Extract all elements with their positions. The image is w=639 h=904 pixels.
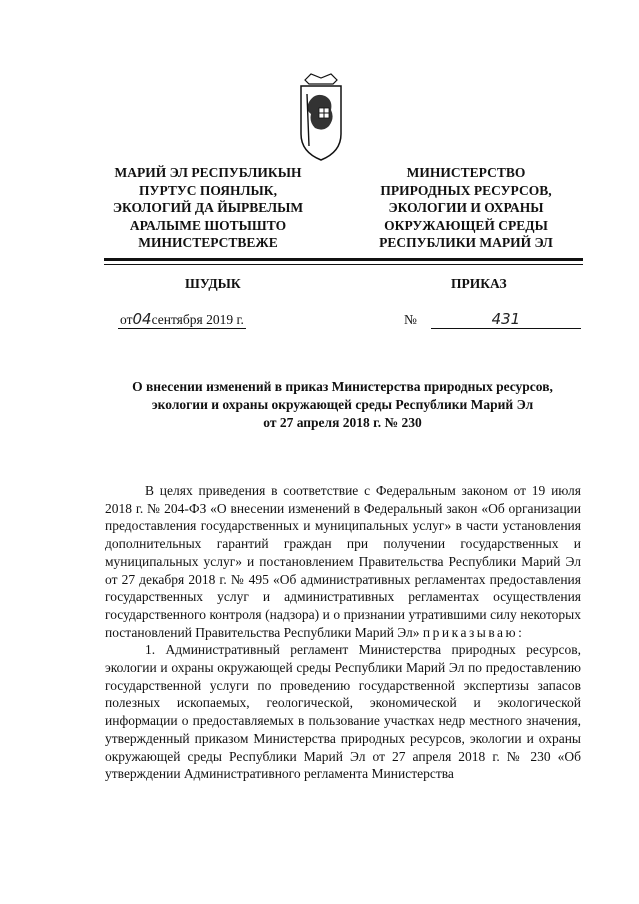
header-left-ministry-mari [98, 164, 318, 252]
date-rest: сентября 2019 г. [151, 312, 244, 327]
handwritten-number: 431 [491, 310, 521, 328]
header-left-line: МАРИЙ ЭЛ РЕСПУБЛИКЫН [114, 165, 302, 180]
header-left-line: ПУРТУС ПОЯНЛЫК, [139, 182, 277, 198]
number-sign: № [404, 312, 417, 327]
order-title-line: экологии и охраны окружающей среды Республики Марий Эл [151, 397, 534, 412]
preamble-paragraph [105, 482, 581, 641]
header-left-line: МИНИСТЕРСТВЕЖЕ [138, 235, 278, 250]
header-right-ministry-russian [356, 164, 576, 252]
coat-of-arms-emblem [295, 72, 347, 162]
header-right-line: ЭКОЛОГИИ И ОХРАНЫ [388, 200, 544, 215]
order-title [100, 378, 585, 432]
clause-1-paragraph: 1. Административный регламент Министерства природных ресурсов, экологии и охраны окружающей среды Республики Марий Эл по предоставлению государственной услуги по проведению государственной экспертизы запасов полезных ископаемых, геологической, экономической и экологической информации о предоставляемых в пользование участках недр местного значения, утвержденный приказом Министерства природных ресурсов, экологии и охраны окружающей среды Республики Марий Эл от 27 апреля 2018 г. № 230 «Об утверждении Административного регламента Министерства [105, 642, 581, 782]
preamble-text: В целях приведения в соответствие с Федеральным законом от 19 июля 2018 г. № 204-ФЗ «О внесении изменений в Федеральный закон «Об организации предоставления государственных и муниципальных услуг» в части установления дополнительных гарантий граждан при получении государственных и муниципальных услуг» и постановлением Правительства Республики Марий Эл от 27 декабря 2018 г. № 495 «Об административных регламентах предоставления государственных услуг и административных регламентах осуществления государственного контроля (надзора) и о признании утратившими силу некоторых постановлений Правительства Республики Марий Эл» [105, 483, 581, 640]
header-right-line: МИНИСТЕРСТВО [406, 165, 526, 180]
handwritten-day: 04 [132, 310, 152, 328]
order-date-field [118, 310, 246, 329]
date-prefix: от [120, 312, 133, 327]
order-number-field [431, 310, 581, 329]
header-right-line: РЕСПУБЛИКИ МАРИЙ ЭЛ [379, 235, 553, 250]
header-left-line: АРАЛЫМЕ ШОТЫШТО [129, 217, 287, 233]
order-number [404, 310, 581, 329]
order-date [118, 310, 246, 329]
header-divider-thin [104, 264, 583, 265]
order-title-line: от 27 апреля 2018 г. № 230 [263, 415, 422, 430]
command-word: приказываю: [422, 624, 525, 640]
doctype-mari-label: ШУДЫК [185, 276, 241, 291]
doctype-russian-label: ПРИКАЗ [451, 276, 507, 291]
order-title-line: О внесении изменений в приказ Министерства природных ресурсов, [132, 379, 553, 394]
order-body [105, 482, 581, 783]
header-right-line: ОКРУЖАЮЩЕЙ СРЕДЫ [384, 217, 548, 233]
header-divider-thick [104, 258, 583, 261]
header-right-line: ПРИРОДНЫХ РЕСУРСОВ, [380, 182, 552, 198]
header-left-line: ЭКОЛОГИЙ ДА ЙЫРВЕЛЫМ [112, 200, 304, 215]
